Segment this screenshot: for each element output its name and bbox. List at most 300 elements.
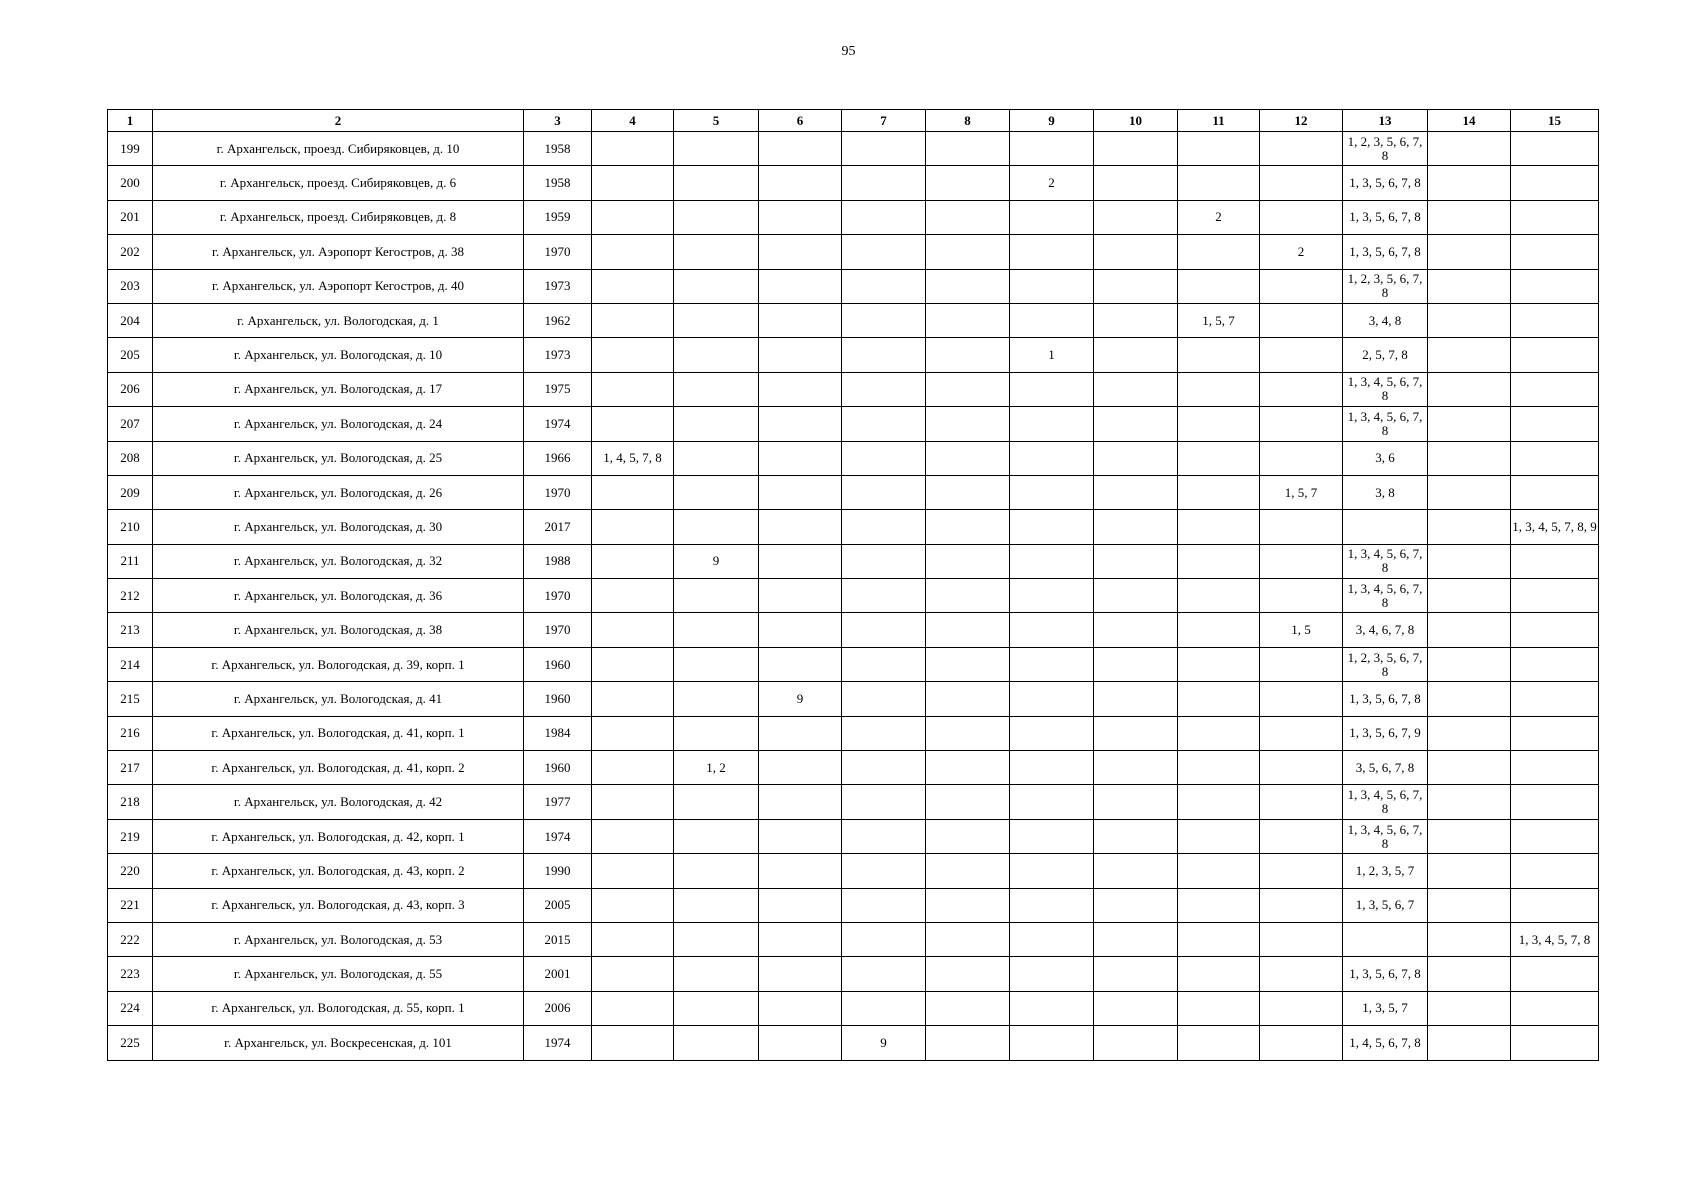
address-cell: г. Архангельск, ул. Вологодская, д. 1 (153, 303, 524, 337)
table-cell (592, 510, 674, 544)
column-header-6: 6 (759, 110, 842, 132)
table-cell (1511, 338, 1599, 372)
table-cell (926, 303, 1010, 337)
table-cell (1428, 303, 1511, 337)
table-cell: 1, 3, 5, 6, 7, 9 (1343, 716, 1428, 750)
table-cell (674, 303, 759, 337)
table-cell (842, 269, 926, 303)
data-table (107, 109, 1599, 1061)
table-cell (1260, 407, 1343, 441)
table-cell (674, 407, 759, 441)
table-cell (759, 854, 842, 888)
table-cell (1094, 475, 1178, 509)
row-number-cell: 213 (108, 613, 153, 647)
address-cell: г. Архангельск, ул. Вологодская, д. 41 (153, 682, 524, 716)
table-cell (759, 991, 842, 1025)
table-cell (1178, 647, 1260, 681)
table-cell (1260, 751, 1343, 785)
table-cell (592, 303, 674, 337)
table-cell (1428, 475, 1511, 509)
table-row (108, 372, 1599, 406)
table-cell (926, 269, 1010, 303)
column-header-2: 2 (153, 110, 524, 132)
address-cell: г. Архангельск, ул. Вологодская, д. 41, корп. 2 (153, 751, 524, 785)
table-cell (926, 819, 1010, 853)
table-cell (1094, 922, 1178, 956)
table-cell (1094, 132, 1178, 166)
table-cell (1178, 716, 1260, 750)
table-cell (1010, 647, 1094, 681)
table-cell (1511, 1026, 1599, 1060)
table-cell (1260, 200, 1343, 234)
table-cell (1428, 957, 1511, 991)
table-cell: 1, 3, 4, 5, 6, 7, 8 (1343, 579, 1428, 613)
table-cell (1178, 1026, 1260, 1060)
table-cell (1010, 957, 1094, 991)
table-row (108, 647, 1599, 681)
table-cell (1511, 372, 1599, 406)
table-cell (842, 922, 926, 956)
table-cell (1010, 854, 1094, 888)
column-header-8: 8 (926, 110, 1010, 132)
table-cell (1094, 716, 1178, 750)
table-cell: 1, 3, 4, 5, 6, 7, 8 (1343, 544, 1428, 578)
table-cell (674, 716, 759, 750)
table-cell (592, 235, 674, 269)
table-cell (592, 1026, 674, 1060)
table-cell (1094, 544, 1178, 578)
table-cell (674, 132, 759, 166)
table-cell (592, 888, 674, 922)
table-cell: 1, 3, 5, 6, 7, 8 (1343, 166, 1428, 200)
table-row (108, 510, 1599, 544)
table-row (108, 751, 1599, 785)
table-body (108, 132, 1599, 1061)
table-cell: 3, 4, 8 (1343, 303, 1428, 337)
table-cell (1260, 372, 1343, 406)
table-cell (926, 785, 1010, 819)
address-cell: г. Архангельск, ул. Аэропорт Кегостров, д. 40 (153, 269, 524, 303)
column-header-11: 11 (1178, 110, 1260, 132)
row-number-cell: 202 (108, 235, 153, 269)
table-cell: 1, 3, 4, 5, 7, 8 (1511, 922, 1599, 956)
table-row (108, 544, 1599, 578)
column-header-7: 7 (842, 110, 926, 132)
year-cell: 1984 (524, 716, 592, 750)
table-cell (759, 544, 842, 578)
table-cell (1428, 819, 1511, 853)
table-cell (1010, 441, 1094, 475)
column-header-14: 14 (1428, 110, 1511, 132)
address-cell: г. Архангельск, ул. Вологодская, д. 42, корп. 1 (153, 819, 524, 853)
year-cell: 1977 (524, 785, 592, 819)
table-cell: 1 (1010, 338, 1094, 372)
table-cell (1010, 269, 1094, 303)
table-cell: 1, 2, 3, 5, 6, 7, 8 (1343, 647, 1428, 681)
table-cell (926, 716, 1010, 750)
table-cell: 2 (1178, 200, 1260, 234)
table-cell (1511, 407, 1599, 441)
row-number-cell: 212 (108, 579, 153, 613)
table-cell (842, 441, 926, 475)
table-cell (1260, 132, 1343, 166)
table-cell (1428, 785, 1511, 819)
table-cell (1178, 613, 1260, 647)
table-cell (1511, 235, 1599, 269)
year-cell: 1960 (524, 647, 592, 681)
table-cell (1428, 716, 1511, 750)
table-cell (926, 647, 1010, 681)
year-cell: 2005 (524, 888, 592, 922)
year-cell: 1970 (524, 235, 592, 269)
table-cell (1428, 407, 1511, 441)
table-cell (1511, 166, 1599, 200)
table-cell: 1, 3, 4, 5, 6, 7, 8 (1343, 407, 1428, 441)
table-cell (674, 647, 759, 681)
year-cell: 1960 (524, 751, 592, 785)
table-row (108, 819, 1599, 853)
table-cell (592, 475, 674, 509)
table-cell: 3, 4, 6, 7, 8 (1343, 613, 1428, 647)
year-cell: 1960 (524, 682, 592, 716)
table-cell (759, 441, 842, 475)
address-cell: г. Архангельск, проезд. Сибиряковцев, д. 6 (153, 166, 524, 200)
table-cell: 1, 3, 5, 6, 7 (1343, 888, 1428, 922)
address-cell: г. Архангельск, ул. Вологодская, д. 39, корп. 1 (153, 647, 524, 681)
year-cell: 1990 (524, 854, 592, 888)
year-cell: 1973 (524, 338, 592, 372)
row-number-cell: 216 (108, 716, 153, 750)
table-cell (1511, 991, 1599, 1025)
table-cell (926, 682, 1010, 716)
column-header-1: 1 (108, 110, 153, 132)
table-cell (842, 819, 926, 853)
table-cell (842, 613, 926, 647)
table-row (108, 1026, 1599, 1060)
address-cell: г. Архангельск, ул. Вологодская, д. 53 (153, 922, 524, 956)
year-cell: 1974 (524, 407, 592, 441)
table-cell (592, 579, 674, 613)
row-number-cell: 204 (108, 303, 153, 337)
table-cell (1010, 716, 1094, 750)
table-cell (674, 338, 759, 372)
year-cell: 1970 (524, 475, 592, 509)
table-cell (759, 235, 842, 269)
table-cell: 1, 5, 7 (1260, 475, 1343, 509)
table-cell (674, 613, 759, 647)
table-cell: 1, 3, 5, 6, 7, 8 (1343, 235, 1428, 269)
year-cell: 1970 (524, 613, 592, 647)
row-number-cell: 218 (108, 785, 153, 819)
table-cell (842, 682, 926, 716)
table-cell (1094, 1026, 1178, 1060)
table-cell (842, 475, 926, 509)
table-cell: 2 (1260, 235, 1343, 269)
table-cell (926, 957, 1010, 991)
table-cell (926, 372, 1010, 406)
table-cell (842, 132, 926, 166)
table-cell (674, 235, 759, 269)
table-cell (1010, 132, 1094, 166)
table-cell (926, 132, 1010, 166)
address-cell: г. Архангельск, ул. Вологодская, д. 38 (153, 613, 524, 647)
table-cell: 1, 3, 4, 5, 7, 8, 9 (1511, 510, 1599, 544)
table-cell (926, 338, 1010, 372)
table-cell: 1, 2 (674, 751, 759, 785)
table-cell (1511, 475, 1599, 509)
table-row (108, 922, 1599, 956)
table-cell (1260, 819, 1343, 853)
row-number-cell: 222 (108, 922, 153, 956)
table-cell: 2, 5, 7, 8 (1343, 338, 1428, 372)
table-cell (674, 200, 759, 234)
table-cell (926, 613, 1010, 647)
table-cell (759, 579, 842, 613)
year-cell: 1975 (524, 372, 592, 406)
address-cell: г. Архангельск, ул. Вологодская, д. 43, корп. 3 (153, 888, 524, 922)
table-row (108, 716, 1599, 750)
table-cell (1428, 166, 1511, 200)
table-cell (1428, 888, 1511, 922)
page-number: 95 (841, 44, 856, 59)
table-cell (1260, 1026, 1343, 1060)
table-row (108, 613, 1599, 647)
table-cell (1260, 888, 1343, 922)
row-number-cell: 223 (108, 957, 153, 991)
table-cell (1511, 785, 1599, 819)
table-cell (759, 716, 842, 750)
table-cell (592, 751, 674, 785)
address-cell: г. Архангельск, проезд. Сибиряковцев, д. 8 (153, 200, 524, 234)
year-cell: 2006 (524, 991, 592, 1025)
table-cell (674, 1026, 759, 1060)
table-cell (842, 751, 926, 785)
table-cell (1178, 819, 1260, 853)
table-cell (1094, 647, 1178, 681)
table-cell (1010, 544, 1094, 578)
year-cell: 2017 (524, 510, 592, 544)
table-cell (1178, 510, 1260, 544)
table-cell (1010, 785, 1094, 819)
row-number-cell: 220 (108, 854, 153, 888)
address-cell: г. Архангельск, ул. Вологодская, д. 43, корп. 2 (153, 854, 524, 888)
table-cell (1511, 200, 1599, 234)
table-cell (1260, 957, 1343, 991)
table-cell (1511, 269, 1599, 303)
table-cell (1094, 235, 1178, 269)
column-header-12: 12 (1260, 110, 1343, 132)
row-number-cell: 215 (108, 682, 153, 716)
table-cell (759, 922, 842, 956)
table-cell (674, 854, 759, 888)
table-cell (1428, 269, 1511, 303)
table-cell (926, 544, 1010, 578)
table-cell (1094, 441, 1178, 475)
table-cell (1428, 751, 1511, 785)
table-cell (674, 166, 759, 200)
table-cell (842, 407, 926, 441)
table-cell (1178, 475, 1260, 509)
table-row (108, 132, 1599, 166)
table-cell (1260, 682, 1343, 716)
table-cell (1511, 441, 1599, 475)
table-cell (1010, 200, 1094, 234)
table-row (108, 682, 1599, 716)
table-cell (1260, 579, 1343, 613)
table-row (108, 338, 1599, 372)
table-cell: 1, 4, 5, 6, 7, 8 (1343, 1026, 1428, 1060)
table-cell (926, 235, 1010, 269)
table-cell (926, 579, 1010, 613)
row-number-cell: 214 (108, 647, 153, 681)
address-cell: г. Архангельск, ул. Вологодская, д. 26 (153, 475, 524, 509)
table-cell (1428, 579, 1511, 613)
table-cell (1178, 338, 1260, 372)
table-cell (674, 819, 759, 853)
row-number-cell: 201 (108, 200, 153, 234)
table-cell (842, 544, 926, 578)
table-cell (592, 544, 674, 578)
table-cell (1094, 751, 1178, 785)
table-cell (674, 682, 759, 716)
year-cell: 1974 (524, 1026, 592, 1060)
table-cell (926, 1026, 1010, 1060)
row-number-cell: 217 (108, 751, 153, 785)
table-cell (1094, 888, 1178, 922)
table-cell (1094, 785, 1178, 819)
table-cell (842, 166, 926, 200)
table-row (108, 441, 1599, 475)
table-cell (1010, 579, 1094, 613)
table-cell (1010, 510, 1094, 544)
table-cell (926, 510, 1010, 544)
table-cell (759, 269, 842, 303)
table-cell (842, 579, 926, 613)
address-cell: г. Архангельск, ул. Вологодская, д. 41, корп. 1 (153, 716, 524, 750)
table-cell (1178, 991, 1260, 1025)
year-cell: 1973 (524, 269, 592, 303)
table-cell (759, 751, 842, 785)
table-cell: 1, 3, 5, 7 (1343, 991, 1428, 1025)
address-cell: г. Архангельск, ул. Вологодская, д. 55 (153, 957, 524, 991)
table-cell (1094, 372, 1178, 406)
table-cell (1260, 716, 1343, 750)
address-cell: г. Архангельск, ул. Вологодская, д. 42 (153, 785, 524, 819)
table-cell (1260, 544, 1343, 578)
address-cell: г. Архангельск, ул. Вологодская, д. 25 (153, 441, 524, 475)
table-cell (1260, 647, 1343, 681)
table-cell (759, 647, 842, 681)
table-cell (1178, 785, 1260, 819)
table-cell (1511, 544, 1599, 578)
table-cell (1010, 888, 1094, 922)
table-cell (592, 682, 674, 716)
table-cell: 3, 5, 6, 7, 8 (1343, 751, 1428, 785)
table-cell (1260, 441, 1343, 475)
table-row (108, 888, 1599, 922)
table-cell (674, 441, 759, 475)
table-row (108, 407, 1599, 441)
table-cell: 1, 3, 5, 6, 7, 8 (1343, 200, 1428, 234)
row-number-cell: 200 (108, 166, 153, 200)
table-cell (926, 475, 1010, 509)
table-cell (1511, 132, 1599, 166)
table-cell (1428, 235, 1511, 269)
table-cell (1178, 922, 1260, 956)
table-cell (759, 957, 842, 991)
year-cell: 2001 (524, 957, 592, 991)
table-cell (1178, 544, 1260, 578)
table-cell (759, 785, 842, 819)
table-cell (842, 200, 926, 234)
table-cell (674, 785, 759, 819)
column-header-3: 3 (524, 110, 592, 132)
table-cell (842, 785, 926, 819)
table-cell (1260, 166, 1343, 200)
table-cell (592, 785, 674, 819)
table-cell (1511, 957, 1599, 991)
table-header-row (108, 110, 1599, 132)
address-cell: г. Архангельск, ул. Вологодская, д. 24 (153, 407, 524, 441)
table-cell (1260, 922, 1343, 956)
table-cell (1010, 407, 1094, 441)
table-cell: 1, 2, 3, 5, 7 (1343, 854, 1428, 888)
table-cell (1094, 579, 1178, 613)
table-cell (1260, 338, 1343, 372)
table-cell (1428, 441, 1511, 475)
table-cell (1094, 613, 1178, 647)
table-row (108, 200, 1599, 234)
row-number-cell: 206 (108, 372, 153, 406)
address-cell: г. Архангельск, ул. Вологодская, д. 17 (153, 372, 524, 406)
table-cell (842, 991, 926, 1025)
table-cell (1094, 269, 1178, 303)
table-cell (1178, 372, 1260, 406)
table-cell (1178, 132, 1260, 166)
column-header-13: 13 (1343, 110, 1428, 132)
year-cell: 1959 (524, 200, 592, 234)
table-cell (1428, 338, 1511, 372)
table-cell (1010, 682, 1094, 716)
table-cell (1010, 1026, 1094, 1060)
table-cell (1511, 888, 1599, 922)
row-number-cell: 205 (108, 338, 153, 372)
table-cell (1010, 922, 1094, 956)
table-cell (1010, 613, 1094, 647)
address-cell: г. Архангельск, ул. Аэропорт Кегостров, д. 38 (153, 235, 524, 269)
table-cell (759, 407, 842, 441)
table-cell: 1, 2, 3, 5, 6, 7, 8 (1343, 269, 1428, 303)
address-cell: г. Архангельск, ул. Вологодская, д. 32 (153, 544, 524, 578)
table-cell (592, 647, 674, 681)
table-cell (926, 922, 1010, 956)
table-cell (842, 888, 926, 922)
table-cell (842, 303, 926, 337)
table-cell: 1, 3, 4, 5, 6, 7, 8 (1343, 372, 1428, 406)
table-cell (592, 819, 674, 853)
column-header-5: 5 (674, 110, 759, 132)
address-cell: г. Архангельск, ул. Вологодская, д. 10 (153, 338, 524, 372)
year-cell: 1974 (524, 819, 592, 853)
table-cell: 1, 3, 4, 5, 6, 7, 8 (1343, 819, 1428, 853)
table-cell (1428, 991, 1511, 1025)
table-cell (1178, 269, 1260, 303)
table-cell (592, 200, 674, 234)
table-cell (1260, 269, 1343, 303)
table-cell (1428, 510, 1511, 544)
table-cell (592, 854, 674, 888)
table-cell (842, 647, 926, 681)
